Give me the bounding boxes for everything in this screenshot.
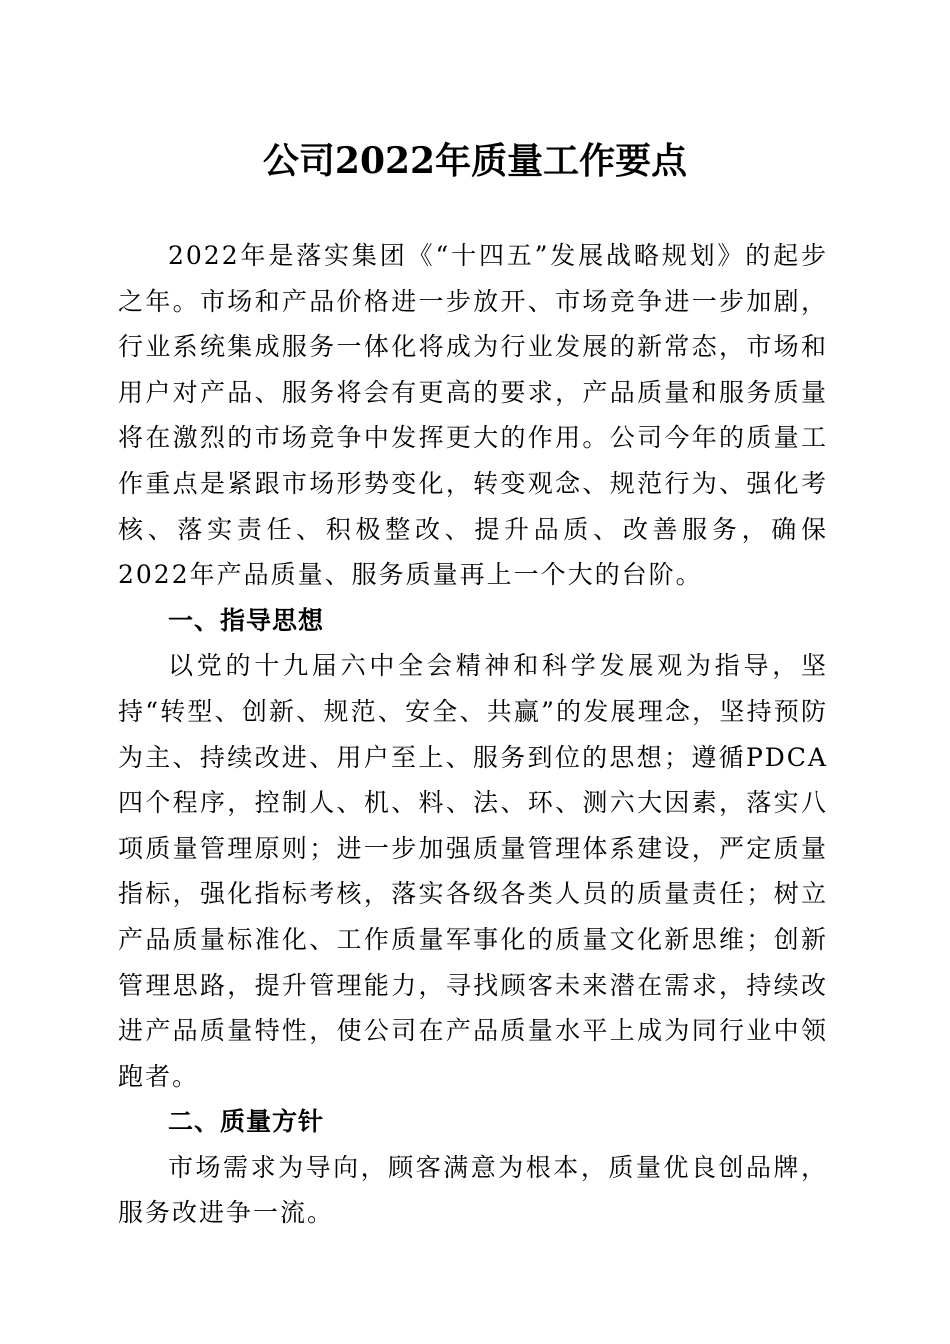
section-heading-quality-policy: 二、质量方针 (168, 1107, 325, 1137)
document-body (118, 233, 828, 1236)
quality-policy-paragraph: 市场需求为导向，顾客满意为根本，质量优良创品牌，服务改进争一流。 (118, 1152, 828, 1228)
intro-paragraph: 2022年是落实集团《“十四五”发展战略规划》的起步之年。市场和产品价格进一步放开、市场竞争进一步加剧，行业系统集成服务一体化将成为行业发展的新常态，市场和用户对产品、服务将会有更高的要求，产品质量和服务质量将在激烈的市场竞争中发挥更大的作用。公司今年的质量工作重点是紧跟市场形势变化，转变观念、规范行为、强化考核、落实责任、积极整改、提升品质、改善服务，确保2022年产品质量、服务质量再上一个大的台阶。 (118, 241, 828, 590)
guiding-ideology-paragraph: 以党的十九届六中全会精神和科学发展观为指导，坚持“转型、创新、规范、安全、共赢”的发展理念，坚持预防为主、持续改进、用户至上、服务到位的思想；遵循PDCA四个程序，控制人、机、料、法、环、测六大因素，落实八项质量管理原则；进一步加强质量管理体系建设，严定质量指标，强化指标考核，落实各级各类人员的质量责任；树立产品质量标准化、工作质量军事化的质量文化新思维；创新管理思路，提升管理能力，寻找顾客未来潜在需求，持续改进产品质量特性，使公司在产品质量水平上成为同行业中领跑者。 (118, 651, 828, 1091)
section-heading-guiding-ideology: 一、指导思想 (168, 605, 325, 635)
document-title: 公司2022年质量工作要点 (262, 140, 688, 182)
